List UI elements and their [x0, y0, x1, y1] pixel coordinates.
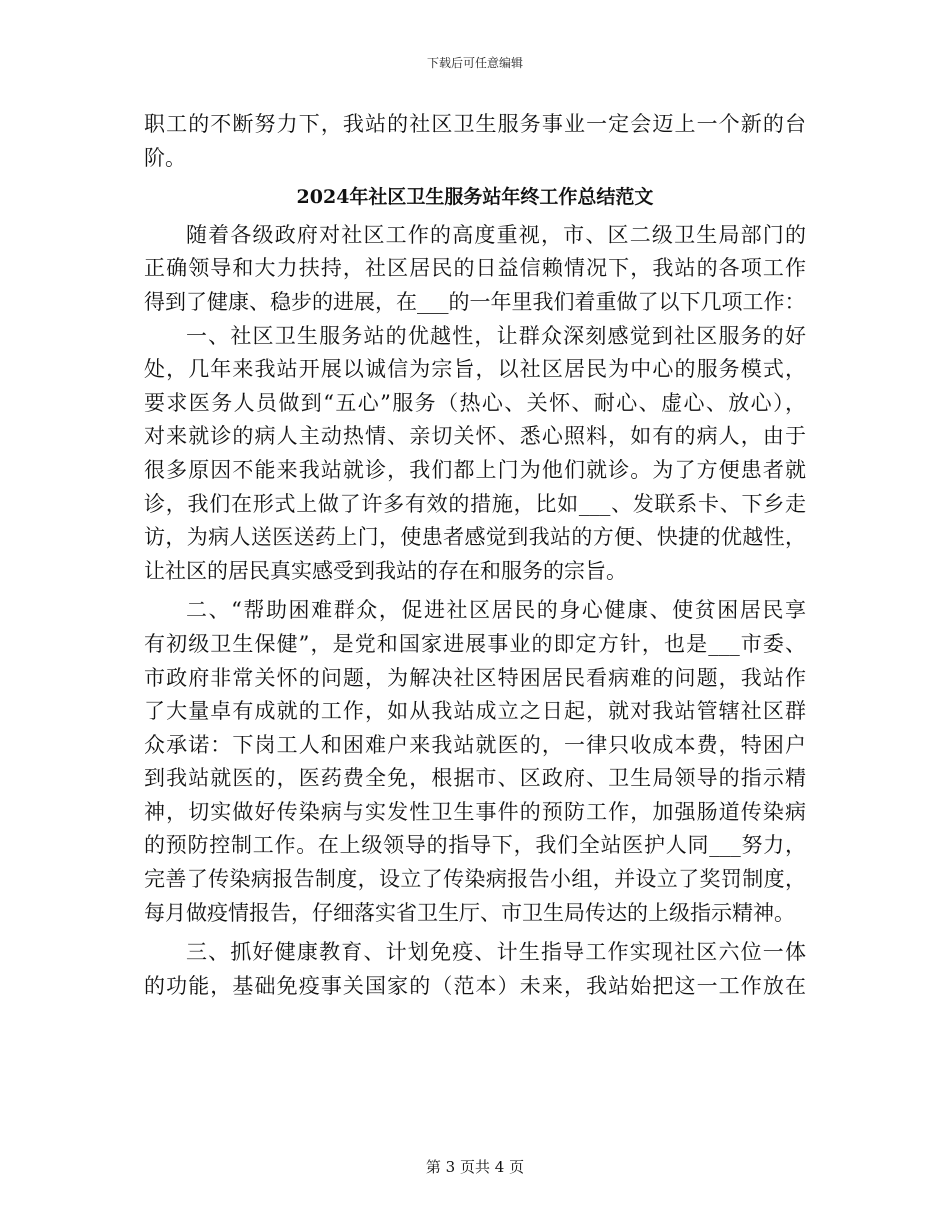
text-line: 对来就诊的病人主动热情、亲切关怀、悉心照料，如有的病人，由于 — [144, 424, 806, 449]
text-line: 让社区的居民真实感受到我站的存在和服务的宗旨。 — [144, 558, 627, 583]
text-line: 诊，我们在形式上做了许多有效的措施，比如___、发联系卡、下乡走 — [144, 491, 806, 516]
article-title: 2024年社区卫生服务站年终工作总结范文 — [296, 186, 654, 209]
text-line: 每月做疫情报告，仔细落实省卫生厅、市卫生局传达的上级指示精神。 — [144, 900, 795, 925]
text-line: 三、抓好健康教育、计划免疫、计生指导工作实现社区六位一体 — [186, 940, 806, 965]
text-line: 很多原因不能来我站就诊，我们都上门为他们就诊。为了方便患者就 — [144, 457, 806, 482]
text-line: 处，几年来我站开展以诚信为宗旨，以社区居民为中心的服务模式， — [144, 357, 806, 382]
text-line: 访，为病人送医送药上门，使患者感觉到我站的方便、快捷的优越性， — [144, 525, 806, 550]
text-line: 市政府非常关怀的问题，为解决社区特困居民看病难的问题，我站作 — [144, 665, 806, 690]
paragraph-2 — [144, 320, 806, 589]
text-line: 一、社区卫生服务站的优越性，让群众深刻感觉到社区服务的好 — [186, 323, 806, 348]
text-line: 职工的不断努力下，我站的社区卫生服务事业一定会迈上一个新的台 — [144, 112, 806, 136]
text-line: 完善了传染病报告制度，设立了传染病报告小组，并设立了奖罚制度， — [144, 867, 806, 892]
intro-paragraph — [144, 108, 806, 175]
text-line: 正确领导和大力扶持，社区居民的日益信赖情况下，我站的各项工作 — [144, 256, 806, 281]
text-line: 二、“帮助困难群众，促进社区居民的身心健康、使贫困居民享 — [186, 598, 806, 623]
text-line: 到我站就医的，医药费全免，根据市、区政府、卫生局领导的指示精 — [144, 766, 806, 791]
page-header-note: 下载后可任意编辑 — [426, 56, 523, 70]
document-body — [144, 108, 806, 1003]
paragraph-4 — [144, 936, 806, 1003]
paragraph-3 — [144, 594, 806, 930]
text-line: 要求医务人员做到“五心”服务（热心、关怀、耐心、虚心、放心）， — [144, 390, 806, 415]
text-line: 阶。 — [144, 145, 186, 170]
text-line: 有初级卫生保健”，是党和国家进展事业的即定方针，也是___市委、 — [144, 631, 806, 656]
text-line: 神，切实做好传染病与实发性卫生事件的预防工作，加强肠道传染病 — [144, 799, 806, 824]
text-line: 的功能，基础免疫事关国家的（范本）未来，我站始把这一工作放在 — [144, 973, 806, 998]
page-number: 第 3 页共 4 页 — [425, 1158, 525, 1176]
text-line: 了大量卓有成就的工作，如从我站成立之日起，就对我站管辖社区群 — [144, 699, 806, 724]
paragraph-1 — [144, 219, 806, 320]
text-line: 众承诺：下岗工人和困难户来我站就医的，一律只收成本费，特困户 — [144, 732, 806, 757]
text-line: 的预防控制工作。在上级领导的指导下，我们全站医护人同___努力， — [144, 833, 806, 858]
text-line: 随着各级政府对社区工作的高度重视，市、区二级卫生局部门的 — [186, 222, 806, 247]
text-line: 得到了健康、稳步的进展，在___的一年里我们着重做了以下几项工作： — [144, 289, 806, 314]
